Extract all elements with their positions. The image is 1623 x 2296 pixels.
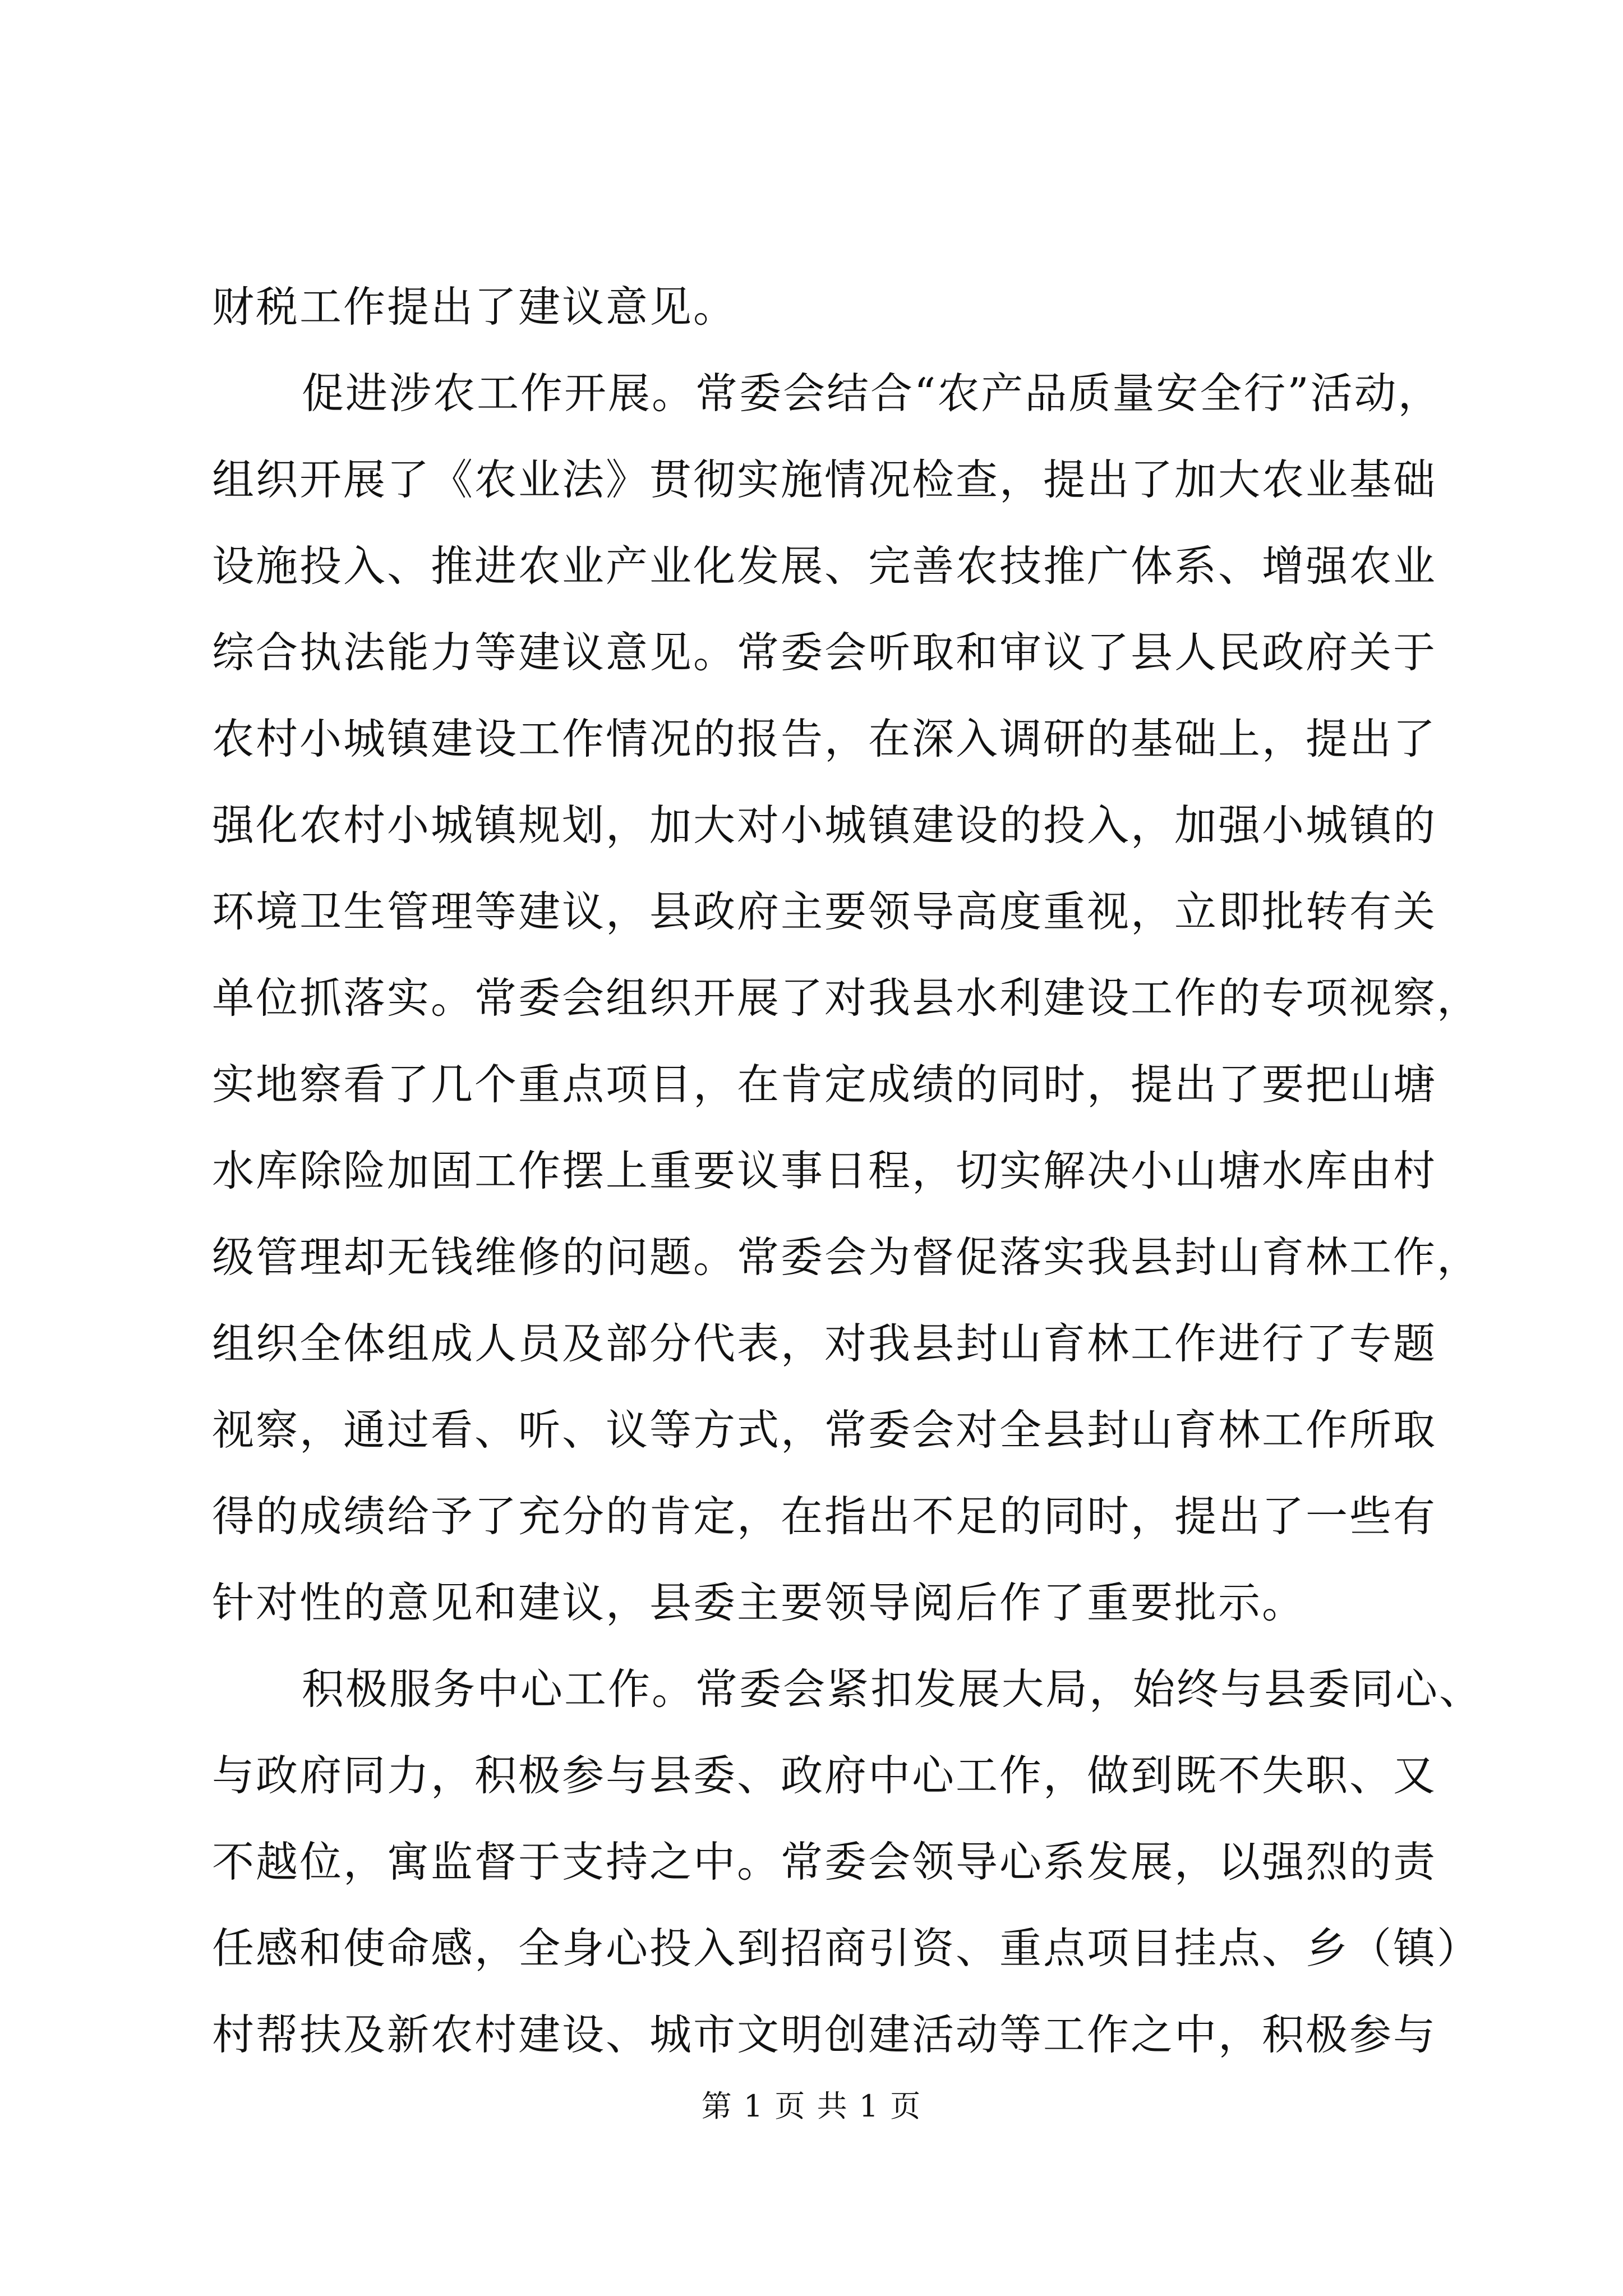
text-line: 促进涉农工作开展。常委会结合“农产品质量安全行”活动， bbox=[302, 369, 1442, 418]
text-line: 视察，通过看、听、议等方式，常委会对全县封山育林工作所取 bbox=[212, 1405, 1437, 1455]
text-line: 得的成绩给予了充分的肯定，在指出不足的同时，提出了一些有 bbox=[212, 1492, 1437, 1541]
text-line: 强化农村小城镇规划，加大对小城镇建设的投入，加强小城镇的 bbox=[212, 800, 1437, 850]
text-line: 不越位，寓监督于支持之中。常委会领导心系发展，以强烈的责 bbox=[212, 1837, 1437, 1887]
text-line: 财税工作提出了建议意见。 bbox=[212, 282, 737, 332]
text-line: 积极服务中心工作。常委会紧扣发展大局，始终与县委同心、 bbox=[302, 1664, 1483, 1714]
text-line: 级管理却无钱维修的问题。常委会为督促落实我县封山育林工作， bbox=[212, 1232, 1481, 1282]
text-line: 组织开展了《农业法》贯彻实施情况检查，提出了加大农业基础 bbox=[212, 455, 1437, 504]
text-line: 综合执法能力等建议意见。常委会听取和审议了县人民政府关于 bbox=[212, 628, 1437, 677]
text-line: 组织全体组成人员及部分代表，对我县封山育林工作进行了专题 bbox=[212, 1319, 1437, 1368]
document-body bbox=[212, 264, 1483, 2078]
text-line: 针对性的意见和建议，县委主要领导阅后作了重要批示。 bbox=[212, 1578, 1306, 1627]
page-number-footer: 第 1 页 共 1 页 bbox=[701, 2088, 922, 2124]
text-line: 设施投入、推进农业产业化发展、完善农技推广体系、增强农业 bbox=[212, 541, 1437, 591]
text-line: 单位抓落实。常委会组织开展了对我县水利建设工作的专项视察， bbox=[212, 973, 1481, 1023]
text-line: 与政府同力，积极参与县委、政府中心工作，做到既不失职、又 bbox=[212, 1751, 1437, 1800]
text-line: 环境卫生管理等建议，县政府主要领导高度重视，立即批转有关 bbox=[212, 887, 1437, 936]
text-line: 村帮扶及新农村建设、城市文明创建活动等工作之中，积极参与 bbox=[212, 2010, 1437, 2059]
text-line: 水库除险加固工作摆上重要议事日程，切实解决小山塘水库由村 bbox=[212, 1146, 1437, 1195]
text-line: 农村小城镇建设工作情况的报告，在深入调研的基础上，提出了 bbox=[212, 714, 1437, 763]
text-line: 任感和使命感，全身心投入到招商引资、重点项目挂点、乡（镇） bbox=[212, 1924, 1481, 1973]
text-line: 实地察看了几个重点项目，在肯定成绩的同时，提出了要把山塘 bbox=[212, 1060, 1437, 1109]
